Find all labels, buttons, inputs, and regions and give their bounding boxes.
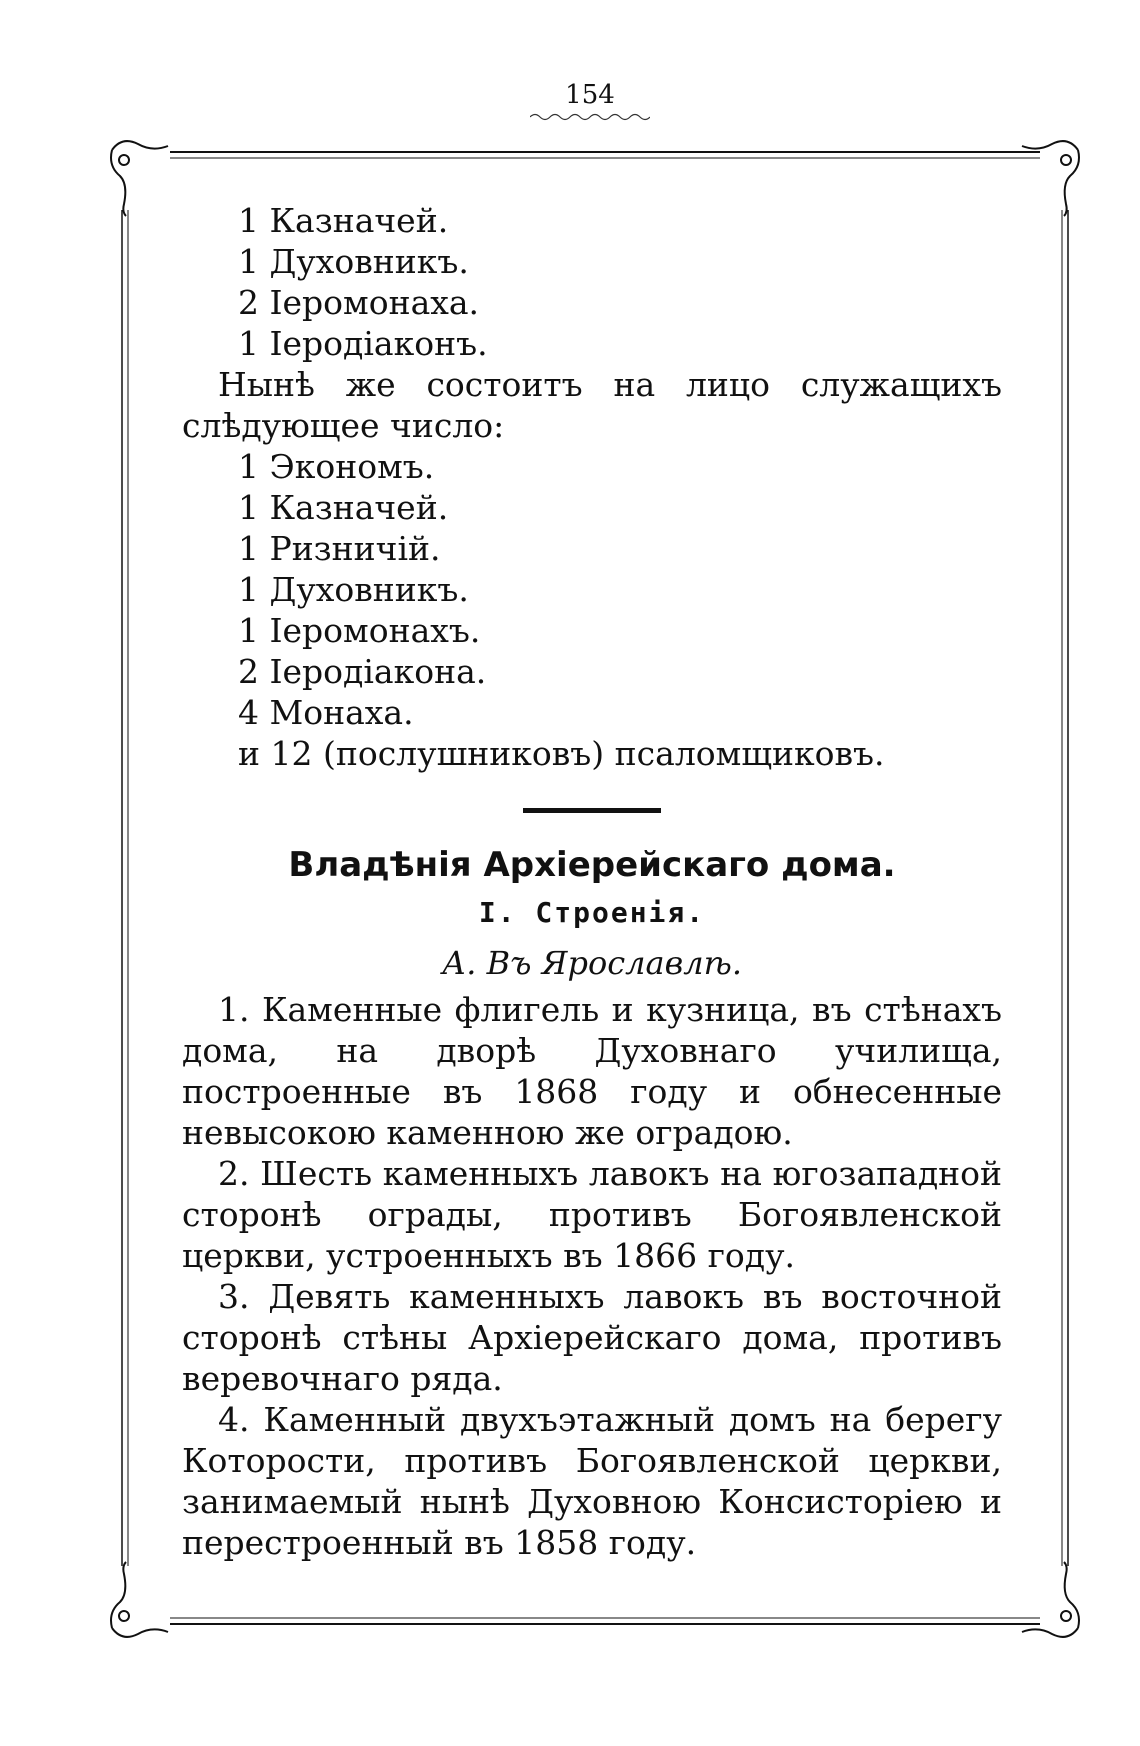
list-item: 1 Казначей. bbox=[238, 488, 449, 527]
list-item: и 12 (послушниковъ) псаломщиковъ. bbox=[238, 734, 885, 773]
section-subtitle: I. Строенія. bbox=[478, 896, 706, 929]
body-paragraph: 3. Девять каменныхъ лавокъ въ восточной сторонѣ стѣны Архіерейскаго дома, противъ веревочнаго ряда. bbox=[182, 1277, 1002, 1398]
current-staff-list bbox=[182, 446, 1002, 774]
list-item: 2 Іеромонаха. bbox=[238, 283, 480, 322]
list-item: 1 Ризничій. bbox=[238, 529, 441, 568]
list-item: 4 Монаха. bbox=[238, 693, 414, 732]
page-content bbox=[182, 200, 1002, 1563]
section-subsubtitle: А. Въ Ярославлѣ. bbox=[442, 944, 742, 982]
section-divider bbox=[523, 808, 661, 813]
body-paragraph: 4. Каменный двухъэтажный домъ на берегу Которости, противъ Богоявленской церкви, занимаемый нынѣ Духовною Консисторіею и перестроенный въ 1858 году. bbox=[182, 1400, 1002, 1562]
list-item: 1 Казначей. bbox=[238, 201, 449, 240]
list-item: 1 Іеромонахъ. bbox=[238, 611, 481, 650]
list-item: 2 Іеродіакона. bbox=[238, 652, 487, 691]
body-paragraph: 1. Каменные флигель и кузница, въ стѣнахъ дома, на дворѣ Духовнаго училища, построенные въ 1868 году и обнесенные невысокою каменною же оградою. bbox=[182, 990, 1002, 1152]
list-item: 1 Экономъ. bbox=[238, 447, 435, 486]
list-item: 1 Духовникъ. bbox=[238, 242, 469, 281]
list-item: 1 Духовникъ. bbox=[238, 570, 469, 609]
body-paragraph: 2. Шесть каменныхъ лавокъ на югозападной сторонѣ ограды, противъ Богоявленской церкви, устроенныхъ въ 1866 году. bbox=[182, 1154, 1002, 1275]
intro-paragraph: Нынѣ же состоитъ на лицо служащихъ слѣдующее число: bbox=[182, 365, 1002, 445]
former-staff-list bbox=[182, 200, 1002, 364]
section-title: Владѣнія Архіерейскаго дома. bbox=[288, 845, 896, 885]
page-number: 154 bbox=[565, 80, 615, 110]
list-item: 1 Іеродіаконъ. bbox=[238, 324, 488, 363]
